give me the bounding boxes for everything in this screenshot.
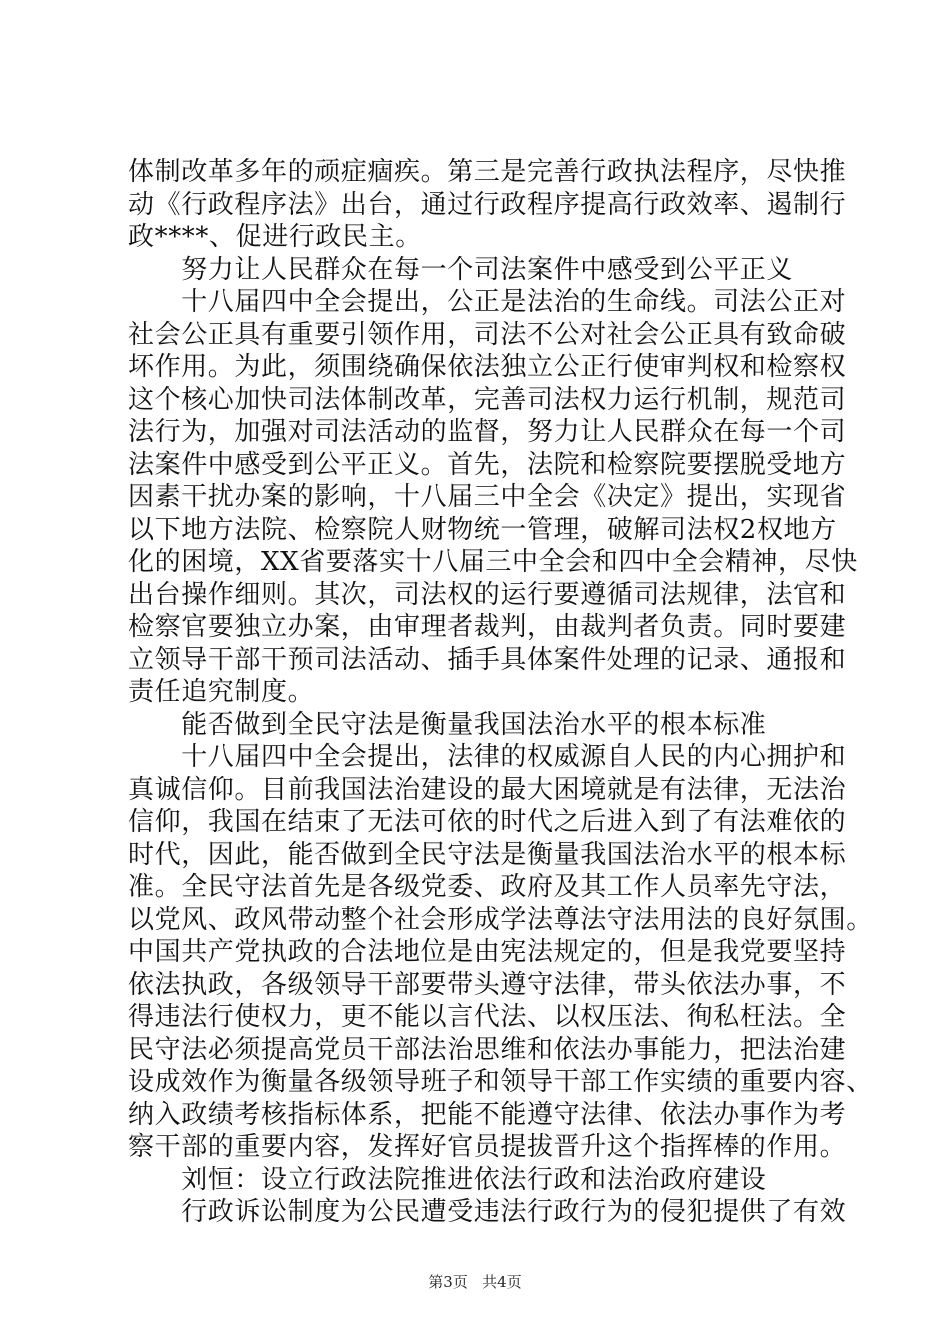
- text-line: 以党风、政风带动整个社会形成学法尊法守法用法的良好氛围。: [128, 904, 873, 935]
- text-line: 责任追究制度。: [128, 677, 315, 707]
- text-line: 坏作用。为此，须围绕确保依法独立公正行使审判权和检察权: [128, 352, 847, 382]
- text-line: 依法执政，各级领导干部要带头遵守法律，带头依法办事，不: [128, 969, 847, 1000]
- text-line: 出台操作细则。其次，司法权的运行要遵循司法规律，法官和: [128, 579, 847, 610]
- text-line: 能否做到全民守法是衡量我国法治水平的根本标准: [128, 709, 767, 740]
- text-line: 政****、促进行政民主。: [128, 222, 422, 252]
- text-line: 得违法行使权力，更不能以言代法、以权压法、徇私枉法。全: [128, 1002, 847, 1032]
- text-line: 十八届四中全会提出，法律的权威源自人民的内心拥护和: [128, 742, 847, 772]
- page-total: 共4页: [482, 1273, 522, 1291]
- text-line: 十八届四中全会提出，公正是法治的生命线。司法公正对: [128, 287, 847, 317]
- text-line: 因素干扰办案的影响，十八届三中全会《决定》提出，实现省: [128, 482, 847, 512]
- text-line: 社会公正具有重要引领作用，司法不公对社会公正具有致命破: [128, 319, 847, 350]
- text-line: 以下地方法院、检察院人财物统一管理，破解司法权2权地方: [128, 514, 837, 545]
- text-line: 设成效作为衡量各级领导班子和领导干部工作实绩的重要内容、: [128, 1067, 873, 1097]
- text-line: 民守法必须提高党员干部法治思维和依法办事能力，把法治建: [128, 1034, 847, 1065]
- text-line: 信仰，我国在结束了无法可依的时代之后进入到了有法难依的: [128, 807, 847, 837]
- text-line: 时代，因此，能否做到全民守法是衡量我国法治水平的根本标: [128, 839, 847, 870]
- text-line: 法案件中感受到公平正义。首先，法院和检察院要摆脱受地方: [128, 449, 847, 480]
- text-line: 努力让人民群众在每一个司法案件中感受到公平正义: [128, 254, 794, 285]
- text-line: 中国共产党执政的合法地位是由宪法规定的，但是我党要坚持: [128, 937, 847, 967]
- text-line: 化的困境，XX省要落实十八届三中全会和四中全会精神，尽快: [128, 547, 858, 577]
- text-line: 法行为，加强对司法活动的监督，努力让人民群众在每一个司: [128, 417, 847, 447]
- text-line: 真诚信仰。目前我国法治建设的最大困境就是有法律，无法治: [128, 774, 847, 805]
- text-line: 刘恒：设立行政法院推进依法行政和法治政府建设: [128, 1164, 767, 1195]
- text-line: 立领导干部干预司法活动、插手具体案件处理的记录、通报和: [128, 644, 847, 675]
- document-body: [128, 156, 873, 1229]
- footer-separator: [473, 1273, 478, 1291]
- text-line: 体制改革多年的顽症痼疾。第三是完善行政执法程序，尽快推: [128, 157, 847, 187]
- text-line: 这个核心加快司法体制改革，完善司法权力运行机制，规范司: [128, 384, 847, 415]
- page-footer: [0, 1271, 950, 1292]
- text-line: 动《行政程序法》出台，通过行政程序提高行政效率、遏制行: [128, 189, 847, 220]
- page-number: 第3页: [428, 1273, 468, 1291]
- text-line: 检察官要独立办案，由审理者裁判，由裁判者负责。同时要建: [128, 612, 847, 642]
- text-line: 行政诉讼制度为公民遭受违法行政行为的侵犯提供了有效: [128, 1197, 847, 1227]
- text-line: 纳入政绩考核指标体系，把能不能遵守法律、依法办事作为考: [128, 1099, 847, 1130]
- text-line: 察干部的重要内容，发挥好官员提拔晋升这个指挥棒的作用。: [128, 1132, 847, 1162]
- text-line: 准。全民守法首先是各级党委、政府及其工作人员率先守法，: [128, 872, 847, 902]
